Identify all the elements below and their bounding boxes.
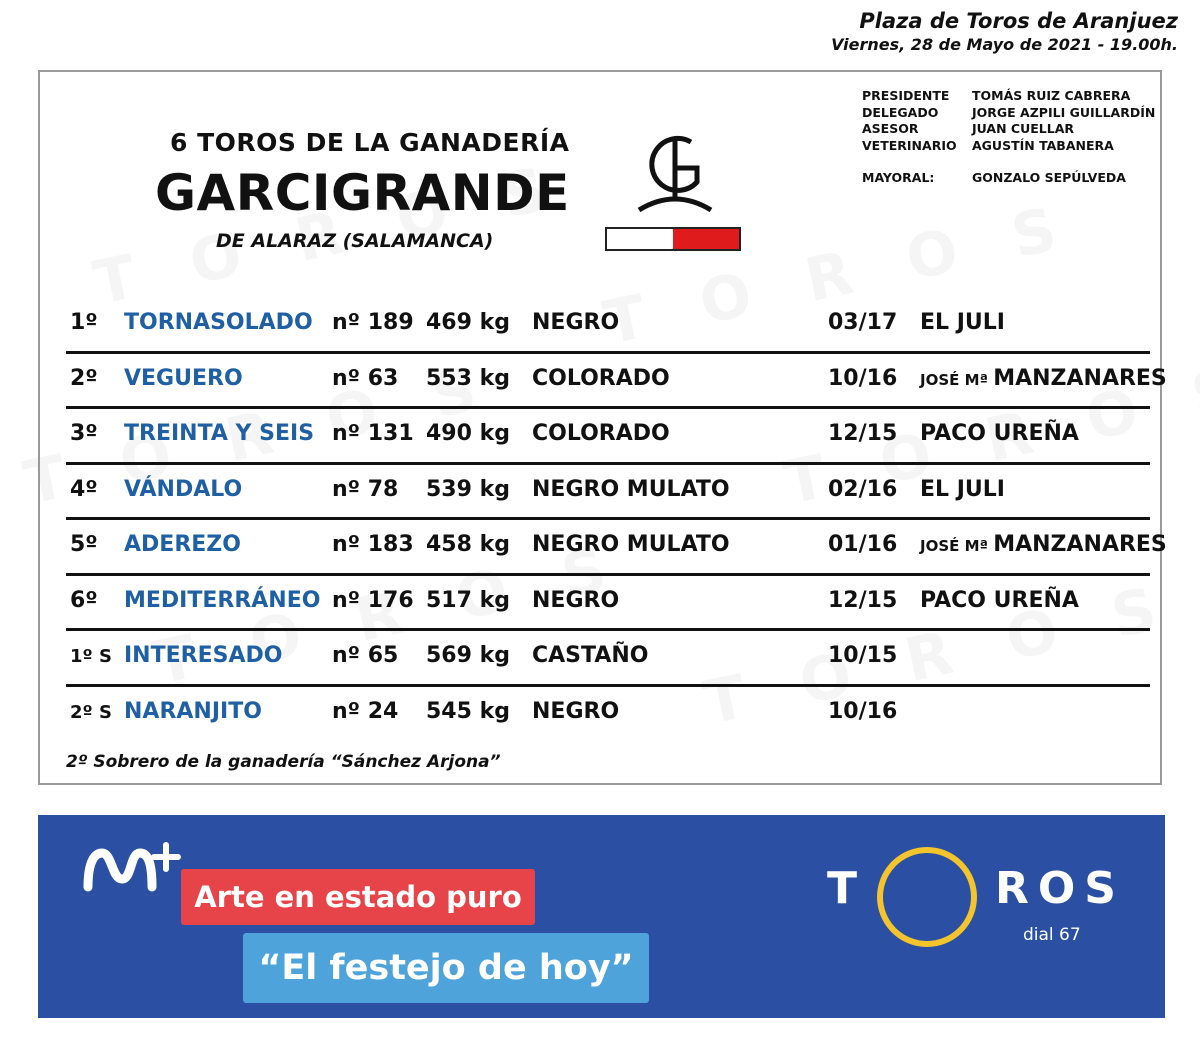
bull-name: TREINTA Y SEIS	[124, 421, 315, 446]
bull-name: INTERESADO	[124, 643, 283, 668]
event-header	[831, 8, 1178, 56]
bulls-table	[66, 298, 1167, 742]
bull-order: 5º	[70, 532, 98, 557]
bull-birth-date: 01/16	[828, 532, 898, 557]
matador: JOSÉ Mª MANZANARES	[920, 365, 1167, 391]
official-row: DELEGADO JORGE AZPILI GUILLARDÍN	[862, 104, 1156, 120]
bull-birth-date: 12/15	[828, 421, 898, 446]
ganaderia-brand-icon	[635, 130, 715, 216]
matador: EL JULI	[920, 476, 1005, 502]
table-row	[66, 354, 1167, 410]
bull-order: 1º S	[70, 646, 112, 667]
divisa-white	[607, 229, 673, 249]
promo-tag-festejo: “El festejo de hoy”	[243, 933, 649, 1003]
table-row	[66, 298, 1150, 354]
bull-birth-date: 10/16	[828, 365, 898, 391]
officials-list	[862, 88, 1155, 187]
bull-number: nº 176	[332, 587, 414, 613]
bull-name: MEDITERRÁNEO	[124, 587, 321, 613]
table-row	[66, 576, 1150, 632]
bull-order: 3º	[70, 421, 98, 446]
ganaderia-divisa	[605, 227, 741, 251]
matador: EL JULI	[920, 310, 1005, 335]
bull-weight: 517 kg	[426, 587, 510, 613]
matador: JOSÉ Mª MANZANARES	[920, 532, 1167, 557]
bull-coat: NEGRO MULATO	[532, 532, 730, 557]
bull-number: nº 183	[332, 532, 414, 557]
bull-coat: COLORADO	[532, 365, 670, 391]
bull-order: 2º S	[70, 701, 112, 723]
bull-coat: NEGRO	[532, 587, 620, 613]
bull-birth-date: 12/15	[828, 587, 898, 613]
bull-weight: 490 kg	[426, 421, 510, 446]
bull-order: 2º	[70, 365, 98, 391]
bull-birth-date: 03/17	[828, 310, 898, 335]
bull-number: nº 65	[332, 643, 399, 668]
table-row	[66, 520, 1167, 576]
bull-weight: 545 kg	[426, 698, 510, 724]
official-row: PRESIDENTE TOMÁS RUIZ CABRERA	[862, 88, 1131, 103]
bull-weight: 553 kg	[426, 365, 510, 391]
promo-banner	[38, 815, 1165, 1018]
event-date: Viernes, 28 de Mayo de 2021 - 19.00h.	[831, 35, 1178, 54]
matador: PACO UREÑA	[920, 421, 1079, 446]
bull-number: nº 131	[332, 421, 414, 446]
sobrero-note: 2º Sobrero de la ganadería “Sánchez Arjona”	[66, 752, 501, 772]
official-row: VETERINARIO AGUSTÍN TABANERA	[862, 137, 1114, 153]
bull-name: TORNASOLADO	[124, 310, 313, 335]
bull-number: nº 189	[332, 310, 414, 335]
bull-order: 4º	[70, 476, 98, 502]
movistar-plus-logo-icon	[82, 839, 182, 899]
bull-order: 6º	[70, 587, 98, 613]
bull-coat: NEGRO	[532, 310, 620, 335]
ganaderia-origin: DE ALARAZ (SALAMANCA)	[216, 230, 494, 252]
bull-name: VÁNDALO	[124, 476, 243, 502]
bull-coat: NEGRO	[532, 698, 620, 724]
official-row: ASESOR JUAN CUELLAR	[862, 121, 1074, 136]
bull-number: nº 63	[332, 365, 399, 391]
table-row	[66, 409, 1150, 465]
toros-channel-logo	[823, 843, 1123, 983]
bull-weight: 469 kg	[426, 310, 510, 335]
divisa-red	[673, 229, 739, 249]
bull-number: nº 24	[332, 698, 399, 724]
bull-number: nº 78	[332, 476, 399, 502]
bull-coat: COLORADO	[532, 421, 670, 446]
ganaderia-subtitle: 6 TOROS DE LA GANADERÍA	[170, 128, 570, 157]
bull-name: NARANJITO	[124, 698, 262, 724]
official-row: MAYORAL: GONZALO SEPÚLVEDA	[862, 170, 1126, 185]
bull-order: 1º	[70, 310, 98, 335]
bull-name: VEGUERO	[124, 365, 243, 391]
bull-birth-date: 10/15	[828, 643, 898, 668]
ganaderia-name: GARCIGRANDE	[155, 164, 570, 222]
toros-letter-t: T	[827, 863, 858, 914]
table-row	[66, 687, 1150, 743]
bull-birth-date: 10/16	[828, 698, 898, 724]
bull-weight: 458 kg	[426, 532, 510, 557]
plaza-title: Plaza de Toros de Aranjuez	[859, 9, 1178, 33]
bull-birth-date: 02/16	[828, 476, 898, 502]
toros-letters-ros: ROS	[995, 863, 1125, 914]
bull-sheet-card	[38, 70, 1167, 785]
bull-weight: 539 kg	[426, 476, 510, 502]
matador: PACO UREÑA	[920, 587, 1079, 613]
bull-weight: 569 kg	[426, 643, 510, 668]
promo-tag-arte: Arte en estado puro	[181, 869, 535, 925]
bull-coat: CASTAÑO	[532, 643, 649, 668]
table-row	[66, 465, 1150, 521]
table-row	[66, 631, 1150, 687]
toros-ring-icon	[877, 847, 977, 947]
bull-coat: NEGRO MULATO	[532, 476, 730, 502]
channel-dial: dial 67	[1023, 925, 1081, 945]
bull-name: ADEREZO	[124, 532, 241, 557]
